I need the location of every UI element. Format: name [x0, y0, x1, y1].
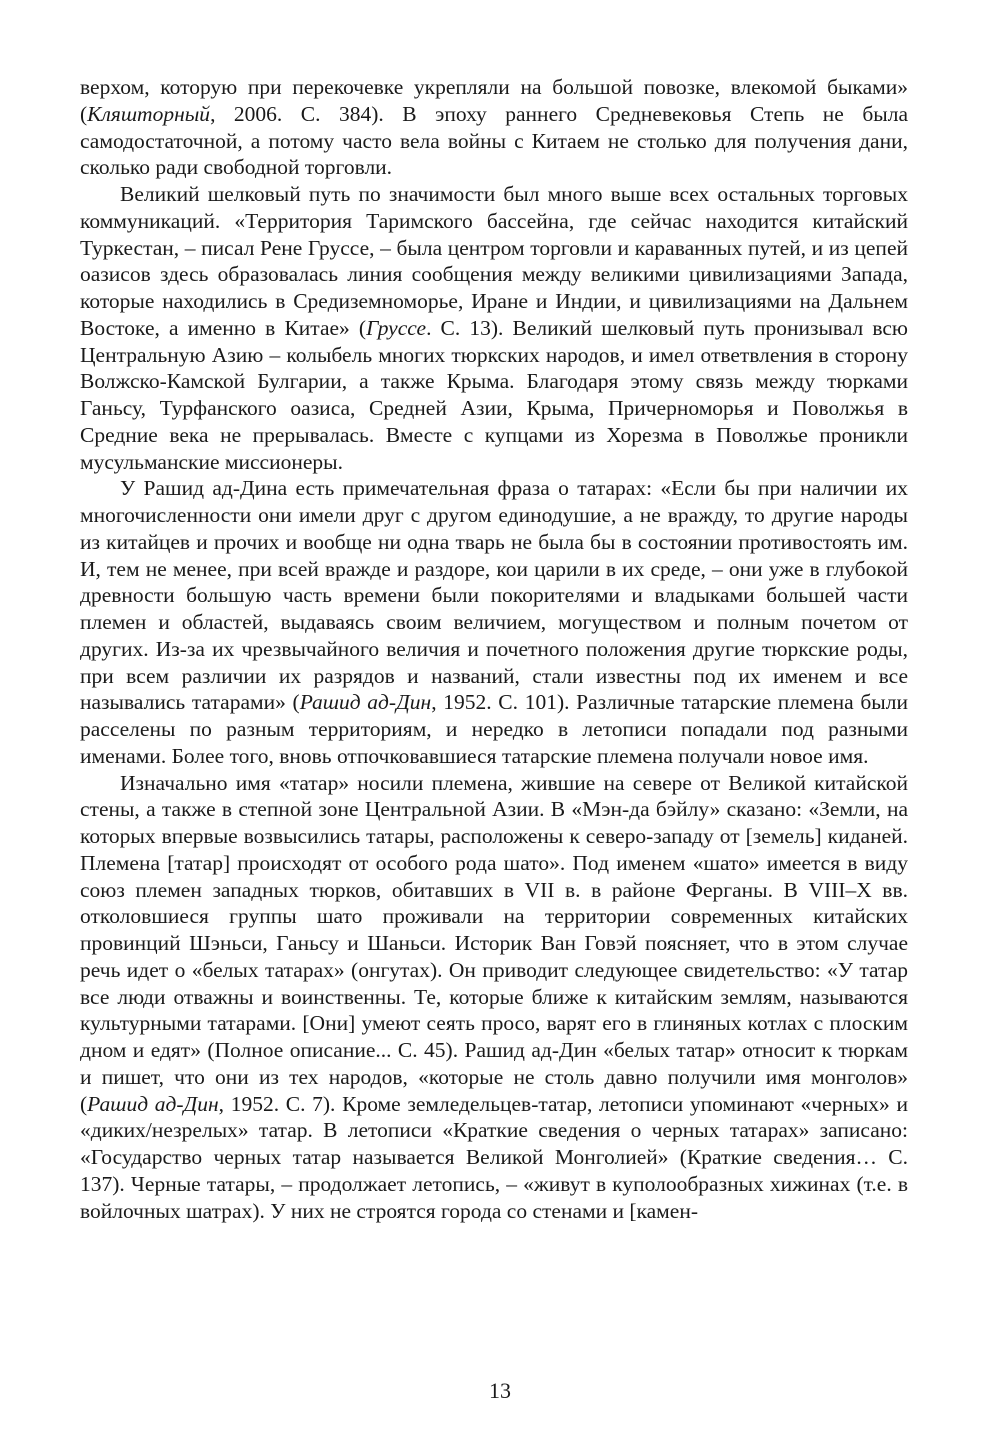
- text-run: Великий шелковый путь по значимости был много выше всех остальных торговых коммуникаций. «Территория Таримского бассейна, где сейчас находится китайский Туркестан, – писал Рене Груссе, – была центром торговли и караванных путей, и из цепей оазисов здесь образовалась линия сообщения между великими цивилизациями Запада, которые находились в Средиземноморье, Иране и Индии, и цивилизациями на Дальнем Востоке, а именно в Китае» (: [80, 182, 908, 340]
- text-run: верхом, которую при перекочевке укрепляли на большой повозке, влекомой быками» (: [80, 75, 908, 126]
- paragraph-2: [80, 181, 908, 475]
- text-run: , 1952. С. 101). Различные татарские племена были расселены по разным территориям, и нередко в летописи попадали под разными именами. Более того, вновь отпочковавшиеся татарские племена получали новое имя.: [80, 690, 908, 768]
- text-run: , 1952. С. 7). Кроме земледельцев-татар, летописи упоминают «черных» и «диких/незрелых» татар. В летописи «Краткие сведения о черных татарах» записано: «Государство черных татар называется Великой Монголией» (Краткие сведения… С. 137). Черные татары, – продолжает летопись, – «живут в куполообразных хижинах (т.е. в войлочных шатрах). У них не строятся города со стенами и [камен-: [80, 1091, 908, 1223]
- text-run: Изначально имя «татар» носили племена, жившие на севере от Великой китайской стены, а также в степной зоне Центральной Азии. В «Мэн-да бэйлу» сказано: «Земли, на которых впервые возвысились татары, расположены к северо-западу от [земель] киданей. Племена [татар] происходят от особого рода шато». Под именем «шато» имеется в виду союз племен западных тюрков, обитавших в VII в. в районе Ферганы. В VIII–X вв. отколовшиеся группы шато проживали на территории современных китайских провинций Шэньси, Ганьсу и Шаньси. Историк Ван Говэй поясняет, что в этом случае речь идет о «белых татарах» (онгутах). Он приводит следующее свидетельство: «У татар все люди отважны и воинственны. Те, которые ближе к китайским землям, называются культурными татарами. [Они] умеют сеять просо, варят его в глиняных котлах с плоским дном и едят» (Полное описание... С. 45). Рашид ад-Дин «белых татар» относит к тюркам и пишет, что они из тех народов, «которые не столь давно получили имя монголов» (: [80, 770, 908, 1116]
- italic-citation: Груссе: [366, 315, 427, 340]
- text-run: , 2006. С. 384). В эпоху раннего Средневековья Степь не была самодостаточной, а потому часто вела войны с Китаем не столько для получения дани, сколько ради свободной торговли.: [80, 101, 908, 180]
- page-body: [80, 74, 908, 1224]
- text-run: У Рашид ад-Дина есть примечательная фраза о татарах: «Если бы при наличии их многочисленности они имели друг с другом единодушие, а не вражду, то другие народы из китайцев и прочих и вообще ни одна тварь не была бы в состоянии противостоять им. И, тем не менее, при всей вражде и раздоре, кои царили в их среде, – они уже в глубокой древности большую часть времени были покорителями и владыками большей части племен и областей, выдаваясь своим величием, могуществом и полным почетом от других. Из-за их чрезвычайного величия и почетного положения другие тюркские роды, при всем различии их разрядов и названий, стали известны под их именем и все назывались татарами» (: [80, 476, 908, 715]
- paragraph-3: [80, 475, 908, 769]
- page-number: 13: [489, 1378, 511, 1403]
- paragraph-1: [80, 74, 908, 181]
- italic-citation: Кляшторный: [87, 101, 211, 126]
- italic-citation: Рашид ад-Дин: [299, 690, 432, 715]
- text-run: . С. 13). Великий шелковый путь пронизывал всю Центральную Азию – колыбель многих тюркских народов, и имел ответвления в сторону Волжско-Камской Булгарии, а также Крыма. Благодаря этому связь между тюрками Ганьсу, Турфанского оазиса, Средней Азии, Крыма, Причерноморья и Поволжья в Средние века не прерывалась. Вместе с купцами из Хорезма в Поволжье проникли мусульманские миссионеры.: [80, 315, 908, 474]
- paragraph-4: [80, 770, 908, 1225]
- italic-citation: Рашид ад-Дин: [87, 1091, 219, 1116]
